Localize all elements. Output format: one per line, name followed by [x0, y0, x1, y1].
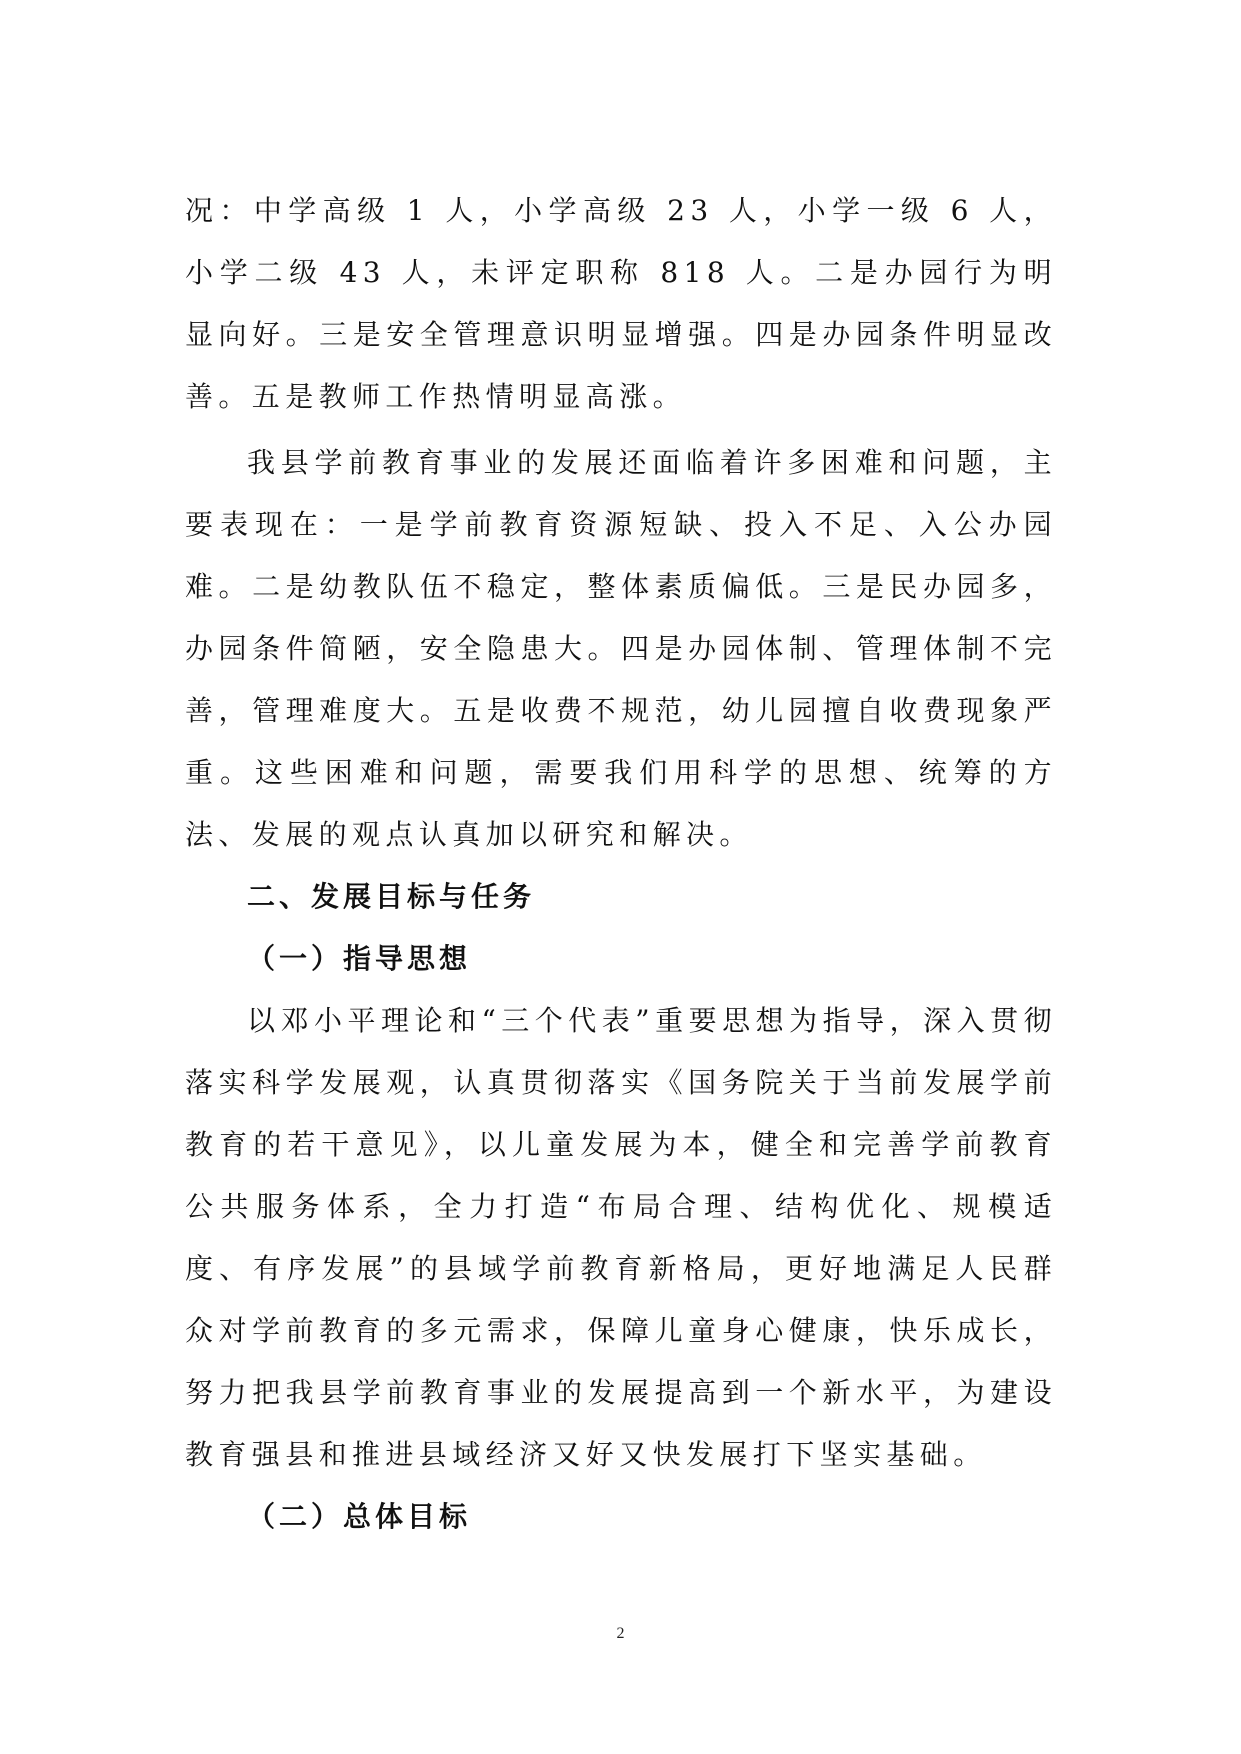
subsection-title-guiding-ideology: （一）指导思想	[247, 942, 472, 975]
page-number: 2	[616, 1625, 625, 1642]
paragraph-guiding-ideology: 以邓小平理论和“三个代表”重要思想为指导，深入贯彻落实科学发展观，认真贯彻落实《国务院关于当前发展学前教育的若干意见》，以儿童发展为本，健全和完善学前教育公共服务体系，全力打造“布局合理、结构优化、规模适度、有序发展”的县域学前教育新格局，更好地满足人民群众对学前教育的多元需求，保障儿童身心健康，快乐成长，努力把我县学前教育事业的发展提高到一个新水平，为建设教育强县和推进县域经济又好又快发展打下坚实基础。	[185, 1004, 1057, 1471]
subsection-title-overall-goals: （二）总体目标	[247, 1500, 472, 1533]
paragraph-difficulties: 我县学前教育事业的发展还面临着许多困难和问题，主要表现在：一是学前教育资源短缺、投入不足、入公办园难。二是幼教队伍不稳定，整体素质偏低。三是民办园多，办园条件简陋，安全隐患大。四是办园体制、管理体制不完善，管理难度大。五是收费不规范，幼儿园擅自收费现象严重。这些困难和问题，需要我们用科学的思想、统筹的方法、发展的观点认真加以研究和解决。	[185, 446, 1057, 851]
section-heading: 二、发展目标与任务	[247, 880, 536, 913]
paragraph-continued: 况：中学高级 1 人，小学高级 23 人，小学一级 6 人，小学二级 43 人，未评定职称 818 人。二是办园行为明显向好。三是安全管理意识明显增强。四是办园条件明显改善。五是教师工作热情明显高涨。	[185, 194, 1057, 413]
page-body	[185, 180, 1057, 1548]
